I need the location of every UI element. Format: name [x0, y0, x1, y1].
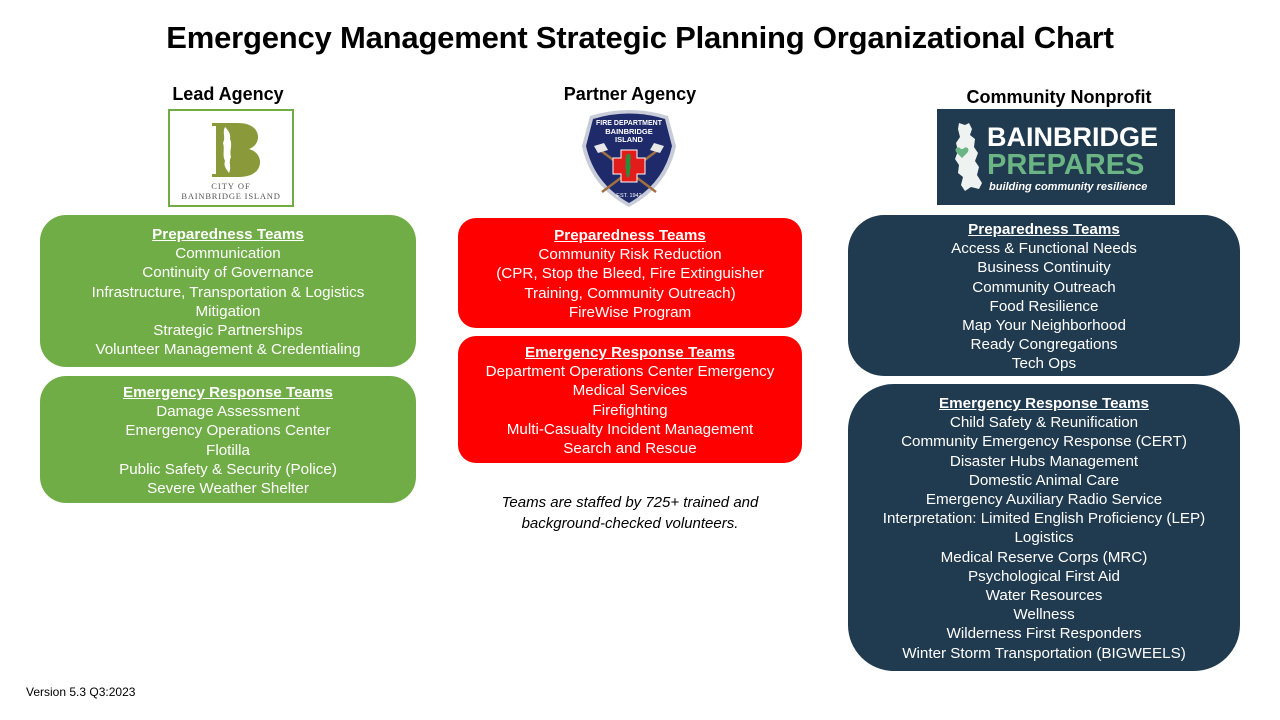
team-item: Firefighting	[592, 401, 668, 419]
team-item: Mitigation	[195, 302, 261, 320]
svg-text:CITY OF: CITY OF	[211, 181, 251, 191]
team-item: Continuity of Governance	[142, 264, 314, 282]
svg-text:ISLAND: ISLAND	[615, 135, 643, 144]
team-item: Food Resilience	[989, 297, 1099, 315]
team-item: Interpretation: Limited English Proficiency (LEP)	[882, 510, 1206, 528]
team-item: Psychological First Aid	[968, 567, 1120, 585]
team-item: Flotilla	[206, 441, 250, 459]
version-label: Version 5.3 Q3:2023	[26, 685, 136, 699]
team-item: Community Emergency Response (CERT)	[901, 433, 1187, 451]
team-item: Department Operations Center Emergency	[485, 363, 775, 381]
partner-emergency-response-teams-box	[458, 336, 802, 463]
team-item: Logistics	[1014, 529, 1074, 547]
bainbridge-fire-department-badge	[578, 106, 680, 209]
note-line: Teams are staffed by 725+ trained and	[501, 494, 759, 511]
team-item: Search and Rescue	[563, 440, 697, 458]
team-item: Medical Reserve Corps (MRC)	[940, 548, 1148, 566]
bainbridge-prepares-logo	[937, 109, 1175, 205]
preparedness-heading: Preparedness Teams	[152, 226, 304, 243]
volunteer-staffing-note	[460, 492, 800, 534]
bainbridge-prepares-icon	[937, 109, 1175, 205]
response-heading: Emergency Response Teams	[939, 395, 1149, 412]
team-item: Emergency Auxiliary Radio Service	[925, 491, 1163, 509]
team-item: Wellness	[1013, 606, 1075, 624]
team-item: Ready Congregations	[970, 336, 1118, 354]
team-item: Infrastructure, Transportation & Logistics	[91, 283, 365, 301]
team-item: Water Resources	[985, 587, 1103, 605]
team-item: Damage Assessment	[156, 403, 300, 421]
team-item: Volunteer Management & Credentialing	[95, 341, 361, 359]
partner-agency-heading: Partner Agency	[563, 84, 697, 104]
team-item: Business Continuity	[977, 259, 1111, 277]
preparedness-heading: Preparedness Teams	[968, 221, 1120, 238]
response-heading: Emergency Response Teams	[123, 384, 333, 401]
team-item: Access & Functional Needs	[951, 240, 1137, 258]
lead-emergency-response-teams-box	[40, 376, 416, 503]
lead-agency-heading: Lead Agency	[172, 84, 284, 104]
team-item: Tech Ops	[1011, 355, 1077, 373]
team-item: Multi-Casualty Incident Management	[506, 420, 754, 438]
community-nonprofit-heading: Community Nonprofit	[966, 87, 1152, 107]
team-item: Community Risk Reduction	[538, 246, 722, 264]
svg-text:BAINBRIDGE ISLAND: BAINBRIDGE ISLAND	[181, 191, 281, 201]
team-item: Strategic Partnerships	[153, 322, 303, 340]
svg-text:PREPARES: PREPARES	[987, 149, 1145, 181]
partner-preparedness-teams-box	[458, 218, 802, 328]
team-item: Map Your Neighborhood	[962, 317, 1126, 335]
fire-badge-icon	[578, 106, 680, 209]
team-item: Winter Storm Transportation (BIGWEELS)	[902, 644, 1186, 662]
team-item: Wilderness First Responders	[946, 625, 1142, 643]
svg-text:EST. 1942: EST. 1942	[616, 193, 642, 199]
team-item: Medical Services	[572, 382, 688, 400]
team-item: FireWise Program	[568, 303, 692, 321]
nonprofit-preparedness-teams-box	[848, 215, 1240, 376]
team-item: (CPR, Stop the Bleed, Fire Extinguisher	[496, 265, 764, 283]
svg-text:BAINBRIDGE: BAINBRIDGE	[987, 122, 1159, 152]
team-item: Domestic Animal Care	[968, 471, 1120, 489]
svg-text:building community resilience: building community resilience	[989, 181, 1148, 193]
team-item: Disaster Hubs Management	[949, 452, 1139, 470]
team-item: Emergency Operations Center	[125, 422, 331, 440]
svg-text:FIRE DEPARTMENT: FIRE DEPARTMENT	[596, 120, 662, 127]
response-heading: Emergency Response Teams	[525, 344, 735, 361]
nonprofit-emergency-response-teams-box	[848, 384, 1240, 671]
preparedness-heading: Preparedness Teams	[554, 227, 706, 244]
team-item: Severe Weather Shelter	[147, 480, 309, 498]
city-of-bainbridge-island-logo	[168, 109, 294, 207]
note-line: background-checked volunteers.	[521, 515, 739, 532]
city-b-icon	[170, 111, 292, 205]
team-item: Communication	[175, 245, 281, 263]
team-item: Public Safety & Security (Police)	[119, 460, 337, 478]
page-title: Emergency Management Strategic Planning Organizational Chart	[166, 20, 1114, 55]
lead-preparedness-teams-box	[40, 215, 416, 367]
team-item: Training, Community Outreach)	[524, 284, 736, 302]
team-item: Child Safety & Reunification	[949, 414, 1139, 432]
team-item: Community Outreach	[972, 278, 1116, 296]
svg-text:BAINBRIDGE: BAINBRIDGE	[605, 127, 653, 136]
